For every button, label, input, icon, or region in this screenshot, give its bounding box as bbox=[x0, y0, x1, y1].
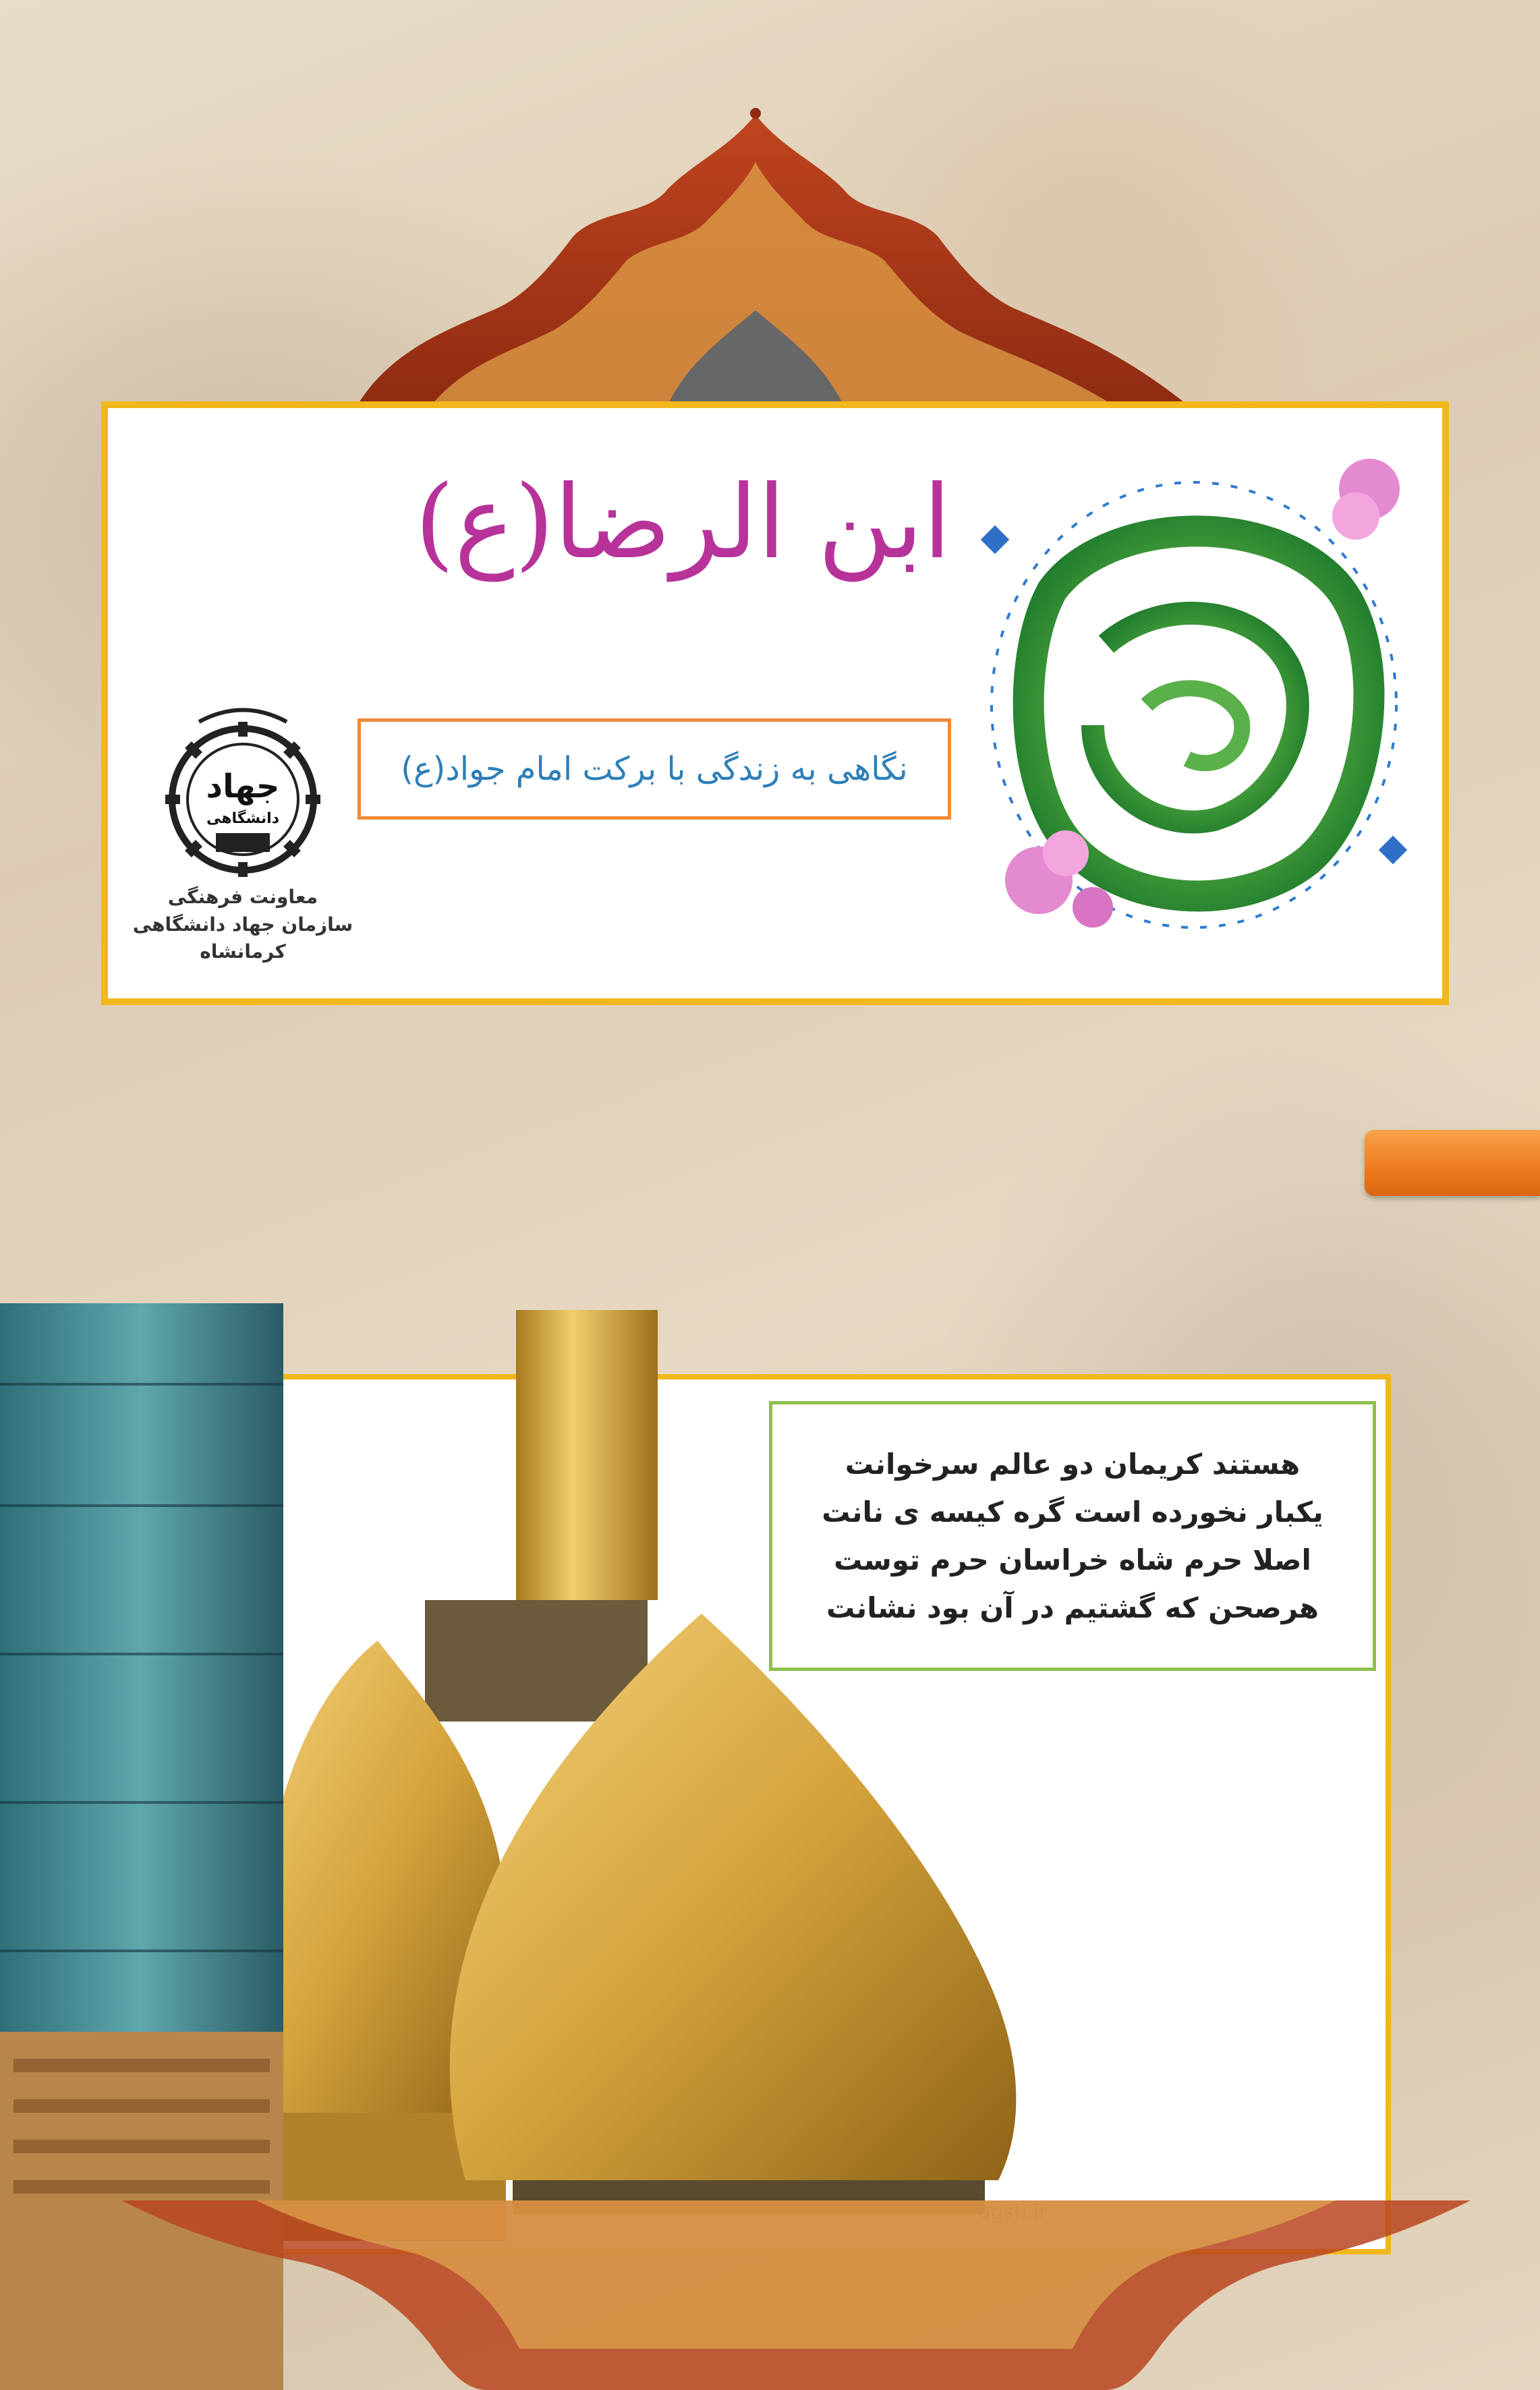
jahad-emblem-icon bbox=[159, 702, 327, 884]
poem-line-3: اصلا حرم شاه خراسان حرم توست bbox=[834, 1543, 1311, 1576]
poem-box bbox=[769, 1401, 1376, 1671]
poem-line-2: یکبار نخورده است گره کیسه ی نانت bbox=[822, 1496, 1323, 1529]
poem-line-4: هرصحن که گشتیم در آن بود نشانت bbox=[826, 1591, 1319, 1624]
emblem-subtext: دانشگاهی bbox=[206, 810, 280, 827]
ornament-crown-icon bbox=[351, 108, 1194, 405]
organization-logo bbox=[128, 702, 358, 966]
logo-caption-line2: سازمان جهاد دانشگاهی کرمانشاه bbox=[132, 913, 353, 963]
page-title: ابن الرضا(ع) bbox=[414, 464, 951, 581]
ornament-crown-bottom-icon bbox=[121, 2200, 1471, 2390]
slide-2 bbox=[0, 1303, 1540, 2390]
subtitle-box bbox=[358, 718, 951, 820]
poem-line-1: هستند کریمان دو عالم سرخوانت bbox=[845, 1448, 1301, 1481]
logo-caption-line1: معاونت فرهنگی bbox=[167, 886, 318, 908]
calligraphy-medallion-icon bbox=[958, 422, 1430, 981]
emblem-text: جهاد bbox=[206, 768, 280, 805]
subtitle-text: نگاهی به زندگی با برکت امام جواد(ع) bbox=[401, 750, 908, 788]
next-slide-button[interactable] bbox=[1365, 1130, 1540, 1196]
